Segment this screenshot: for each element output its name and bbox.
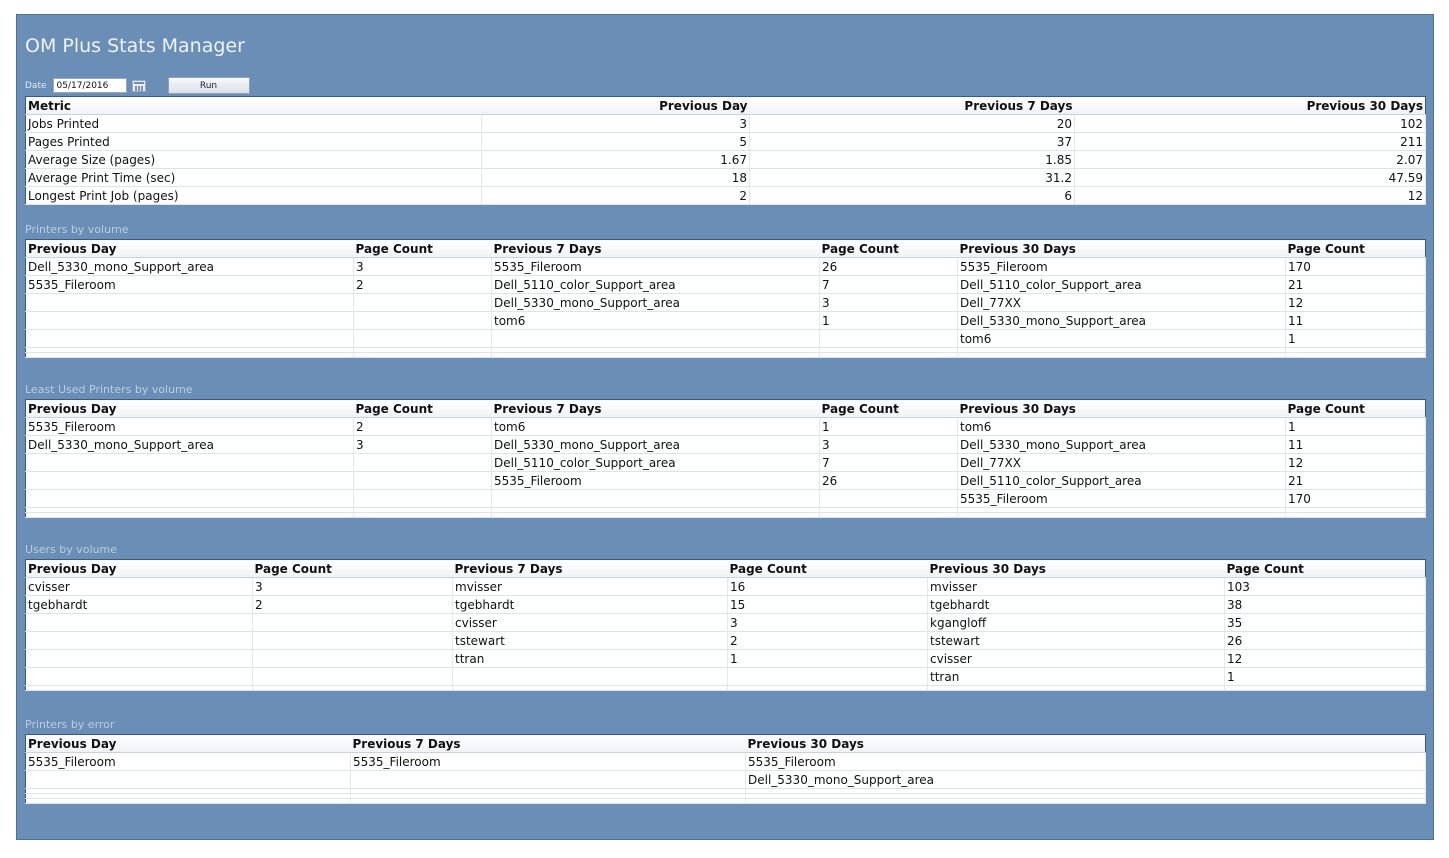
printers-by-volume-header-row [26,240,1426,258]
table-cell: 3 [820,294,958,312]
empty-cell [492,513,820,518]
table-cell: 12 [1286,454,1426,472]
table-cell: Dell_77XX [958,294,1286,312]
table-cell: 5535_Fileroom [492,258,820,276]
empty-cell [354,513,492,518]
table-cell [354,294,492,312]
table-cell: tgebhardt [26,596,253,614]
empty-cell [958,513,1286,518]
users-by-volume-label: Users by volume [25,543,118,556]
empty-cell [958,353,1286,358]
table-row[interactable] [26,753,1426,771]
table-cell [253,650,453,668]
table-cell: tom6 [492,312,820,330]
table-cell: tstewart [928,632,1225,650]
table-row[interactable] [26,771,1426,789]
table-cell [354,454,492,472]
table-cell [820,490,958,508]
printers-by-error-col-header[interactable]: Previous Day [26,735,351,753]
table-cell: 12 [1225,650,1426,668]
table-cell: 37 [750,133,1075,151]
table-cell: 2 [354,418,492,436]
table-cell: mvisser [928,578,1225,596]
least-used-printers-col-header[interactable]: Page Count [1286,400,1426,418]
printers-by-error-body [26,753,1426,804]
table-cell [354,472,492,490]
table-cell: tstewart [453,632,728,650]
table-cell [26,294,354,312]
table-cell [253,668,453,686]
table-row[interactable] [26,436,1426,454]
table-cell: 170 [1286,490,1426,508]
empty-cell [928,686,1225,691]
least-used-printers-label: Least Used Printers by volume [25,383,193,396]
table-cell: 2 [482,187,750,205]
empty-cell [26,686,253,691]
printers-by-error-label: Printers by error [25,718,115,731]
printers-by-error-table [25,734,1426,804]
table-cell: tom6 [958,418,1286,436]
users-by-volume-body [26,578,1426,691]
empty-cell [1286,513,1426,518]
table-cell: 38 [1225,596,1426,614]
table-cell: 11 [1286,436,1426,454]
users-by-volume-col-header[interactable]: Previous 7 Days [453,560,728,578]
least-used-printers-col-header[interactable]: Previous Day [26,400,354,418]
table-cell [820,330,958,348]
table-row[interactable] [26,418,1426,436]
table-cell [354,312,492,330]
printers-by-volume-col-header[interactable]: Previous Day [26,240,354,258]
table-cell: 102 [1075,115,1426,133]
printers-by-volume-col-header[interactable]: Page Count [354,240,492,258]
table-cell: ttran [928,668,1225,686]
table-cell [253,632,453,650]
table-cell: Dell_5330_mono_Support_area [958,436,1286,454]
table-cell: 1 [728,650,928,668]
empty-cell [351,799,746,804]
printers-by-volume-col-header[interactable]: Page Count [820,240,958,258]
table-cell: tom6 [958,330,1286,348]
empty-row [26,513,1426,518]
run-button[interactable]: Run [168,77,250,94]
table-cell: 26 [1225,632,1426,650]
table-row[interactable] [26,133,1426,151]
table-cell: 47.59 [1075,169,1426,187]
table-cell [728,668,928,686]
table-cell: 21 [1286,276,1426,294]
least-used-printers-col-header[interactable]: Previous 30 Days [958,400,1286,418]
calendar-icon[interactable] [132,80,146,92]
table-cell: Dell_5330_mono_Support_area [492,294,820,312]
printers-by-volume-body [26,258,1426,358]
table-cell [26,472,354,490]
table-cell: 5535_Fileroom [958,490,1286,508]
table-cell [453,668,728,686]
table-cell: Dell_5110_color_Support_area [492,276,820,294]
printers-by-volume-col-header[interactable]: Previous 30 Days [958,240,1286,258]
least-used-printers-body [26,418,1426,518]
least-used-printers-col-header[interactable]: Page Count [354,400,492,418]
table-cell: ttran [453,650,728,668]
table-cell: 26 [820,258,958,276]
empty-cell [453,686,728,691]
table-cell: 3 [354,258,492,276]
table-cell: Dell_5330_mono_Support_area [958,312,1286,330]
table-cell: Dell_5330_mono_Support_area [26,258,354,276]
date-input[interactable] [53,78,127,93]
table-cell [26,632,253,650]
metrics-col-header[interactable]: Metric [26,97,482,115]
table-cell: 170 [1286,258,1426,276]
table-cell: Average Size (pages) [26,151,482,169]
table-cell: Jobs Printed [26,115,482,133]
table-cell: Pages Printed [26,133,482,151]
table-cell: Longest Print Job (pages) [26,187,482,205]
table-row[interactable] [26,578,1426,596]
table-cell: Dell_77XX [958,454,1286,472]
table-row[interactable] [26,632,1426,650]
table-row[interactable] [26,151,1426,169]
table-cell: 103 [1225,578,1426,596]
table-cell [26,454,354,472]
table-cell: tgebhardt [928,596,1225,614]
table-cell: 11 [1286,312,1426,330]
metrics-col-header[interactable]: Previous 30 Days [1075,97,1426,115]
table-cell: 6 [750,187,1075,205]
table-row[interactable] [26,454,1426,472]
least-used-printers-header-row [26,400,1426,418]
printers-by-error-col-header[interactable]: Previous 30 Days [746,735,1426,753]
table-cell: 1 [820,312,958,330]
printers-by-error-col-header[interactable]: Previous 7 Days [351,735,746,753]
users-by-volume-col-header[interactable]: Previous 30 Days [928,560,1225,578]
empty-cell [820,353,958,358]
metrics-col-header[interactable]: Previous Day [482,97,750,115]
table-cell: 5535_Fileroom [26,276,354,294]
table-cell [26,312,354,330]
table-cell: 1 [1286,330,1426,348]
metrics-table [25,96,1426,205]
empty-cell [26,513,354,518]
table-cell: 35 [1225,614,1426,632]
printers-by-error-header-row [26,735,1426,753]
table-cell: 5535_Fileroom [26,418,354,436]
table-cell: 3 [482,115,750,133]
table-cell: 211 [1075,133,1426,151]
least-used-printers-table [25,399,1426,518]
table-row[interactable] [26,258,1426,276]
table-cell: kgangloff [928,614,1225,632]
table-cell: 5535_Fileroom [492,472,820,490]
table-cell: 2 [728,632,928,650]
table-row[interactable] [26,312,1426,330]
table-cell: Dell_5330_mono_Support_area [492,436,820,454]
printers-by-volume-col-header[interactable]: Previous 7 Days [492,240,820,258]
table-row[interactable] [26,294,1426,312]
empty-cell [1286,353,1426,358]
table-cell: 15 [728,596,928,614]
table-row[interactable] [26,330,1426,348]
table-cell [492,490,820,508]
table-cell [253,614,453,632]
table-cell: 5535_Fileroom [958,258,1286,276]
table-cell [26,614,253,632]
users-by-volume-header-row [26,560,1426,578]
table-row[interactable] [26,276,1426,294]
table-row[interactable] [26,596,1426,614]
printers-by-volume-table [25,239,1426,358]
table-cell: 21 [1286,472,1426,490]
table-row[interactable] [26,614,1426,632]
empty-row [26,799,1426,804]
users-by-volume-col-header[interactable]: Previous Day [26,560,253,578]
table-cell: 5535_Fileroom [26,753,351,771]
printers-by-volume-col-header[interactable]: Page Count [1286,240,1426,258]
table-cell: 1 [1225,668,1426,686]
table-cell: Average Print Time (sec) [26,169,482,187]
table-cell: 5 [482,133,750,151]
users-by-volume-col-header[interactable]: Page Count [253,560,453,578]
table-cell: 5535_Fileroom [746,753,1426,771]
table-cell: 7 [820,454,958,472]
empty-cell [26,353,354,358]
table-row[interactable] [26,115,1426,133]
table-cell: tom6 [492,418,820,436]
empty-row [26,686,1426,691]
table-cell [26,650,253,668]
empty-cell [1225,686,1426,691]
app-title: OM Plus Stats Manager [25,35,245,57]
empty-cell [354,353,492,358]
table-cell: cvisser [928,650,1225,668]
table-cell: 7 [820,276,958,294]
table-cell: 1.85 [750,151,1075,169]
table-cell: 5535_Fileroom [351,753,746,771]
empty-cell [728,686,928,691]
table-cell: mvisser [453,578,728,596]
table-cell: 16 [728,578,928,596]
empty-cell [26,799,351,804]
empty-cell [492,353,820,358]
date-label: Date [25,80,47,91]
printers-by-volume-label: Printers by volume [25,223,129,236]
table-cell: Dell_5110_color_Support_area [492,454,820,472]
table-cell: 3 [253,578,453,596]
metrics-header-row [26,97,1426,115]
table-cell: 3 [728,614,928,632]
empty-cell [820,513,958,518]
table-cell [492,330,820,348]
table-cell: tgebhardt [453,596,728,614]
metrics-body [26,115,1426,205]
table-cell: Dell_5330_mono_Support_area [26,436,354,454]
table-cell: cvisser [26,578,253,596]
table-row[interactable] [26,169,1426,187]
table-cell [26,330,354,348]
table-cell [26,668,253,686]
table-cell: 26 [820,472,958,490]
table-cell: 12 [1286,294,1426,312]
table-cell: 1 [1286,418,1426,436]
empty-cell [253,686,453,691]
users-by-volume-table [25,559,1426,691]
users-by-volume-col-header[interactable]: Page Count [728,560,928,578]
table-cell [351,771,746,789]
table-row[interactable] [26,668,1426,686]
least-used-printers-col-header[interactable]: Page Count [820,400,958,418]
empty-cell [746,799,1426,804]
table-cell: 20 [750,115,1075,133]
table-cell: 18 [482,169,750,187]
stats-manager-window [16,14,1434,840]
table-cell: 3 [354,436,492,454]
table-row[interactable] [26,187,1426,205]
table-cell [26,771,351,789]
table-cell: Dell_5110_color_Support_area [958,472,1286,490]
metrics-col-header[interactable]: Previous 7 Days [750,97,1075,115]
table-cell: 2 [354,276,492,294]
table-cell: 1.67 [482,151,750,169]
users-by-volume-col-header[interactable]: Page Count [1225,560,1426,578]
table-row[interactable] [26,490,1426,508]
table-cell: 2 [253,596,453,614]
empty-row [26,353,1426,358]
table-cell: Dell_5330_mono_Support_area [746,771,1426,789]
table-cell: 12 [1075,187,1426,205]
table-cell: Dell_5110_color_Support_area [958,276,1286,294]
table-cell: 3 [820,436,958,454]
least-used-printers-col-header[interactable]: Previous 7 Days [492,400,820,418]
table-cell: 1 [820,418,958,436]
table-cell: 2.07 [1075,151,1426,169]
table-cell: cvisser [453,614,728,632]
table-cell [354,490,492,508]
table-row[interactable] [26,472,1426,490]
table-cell [26,490,354,508]
toolbar [25,77,250,94]
table-cell [354,330,492,348]
table-cell: 31.2 [750,169,1075,187]
table-row[interactable] [26,650,1426,668]
